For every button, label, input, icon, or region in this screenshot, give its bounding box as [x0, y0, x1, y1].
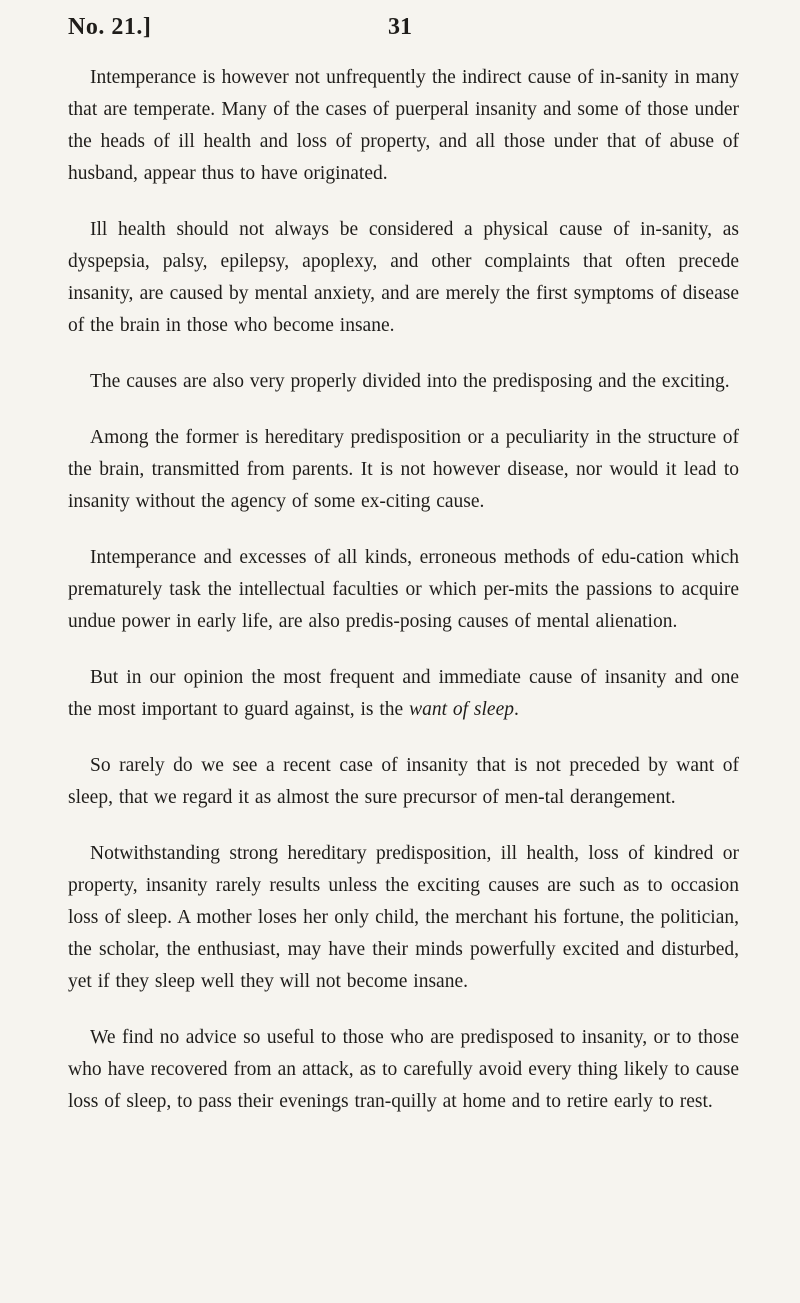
paragraph-8: Notwithstanding strong hereditary predisposition, ill health, loss of kindred or property, insanity rarely results unless the exciting causes are such as to occasion loss of sleep. A mother loses her only child, the merchant his fortune, the politician, the scholar, the enthusiast, may have their minds powerfully excited and disturbed, yet if they sleep well they will not become insane. [68, 843, 739, 992]
page-header [68, 14, 732, 54]
paragraph-9: We find no advice so useful to those who are predisposed to insanity, or to those who have recovered from an attack, as to carefully avoid every thing likely to cause loss of sleep, to pass their evenings tran-quilly at home and to retire early to rest. [68, 1027, 739, 1112]
issue-number: No. 21.] [68, 14, 152, 40]
paragraph-4: Among the former is hereditary predisposition or a peculiarity in the structure of the brain, transmitted from parents. It is not however disease, nor would it lead to insanity without the agency of some ex-citing cause. [68, 427, 739, 512]
paragraph-1: Intemperance is however not unfrequently the indirect cause of in-sanity in many that are temperate. Many of the cases of puerperal insanity and some of those under the heads of ill health and loss of property, and all those under that of abuse of husband, appear thus to have originated. [68, 67, 739, 184]
paragraph-6-text: But in our opinion the most frequent and immediate cause of insanity and one the most important to guard against, is the [68, 667, 739, 720]
paragraph-5: Intemperance and excesses of all kinds, erroneous methods of edu-cation which prematurely task the intellectual faculties or which per-mits the passions to acquire undue power in early life, are also predis-posing causes of mental alienation. [68, 547, 739, 632]
page-number: 31 [388, 14, 412, 40]
page-body [68, 62, 739, 1142]
paragraph-6 [68, 662, 739, 726]
paragraph-6-end: . [514, 699, 519, 720]
paragraph-7: So rarely do we see a recent case of insanity that is not preceded by want of sleep, that we regard it as almost the sure precursor of men-tal derangement. [68, 755, 739, 808]
paragraph-3: The causes are also very properly divided into the predisposing and the exciting. [90, 371, 730, 392]
paragraph-6-emphasis: want of sleep [409, 699, 514, 720]
paragraph-2: Ill health should not always be considered a physical cause of in-sanity, as dyspepsia, palsy, epilepsy, apoplexy, and other complaints that often precede insanity, are caused by mental anxiety, and are merely the first symptoms of disease of the brain in those who become insane. [68, 219, 739, 336]
